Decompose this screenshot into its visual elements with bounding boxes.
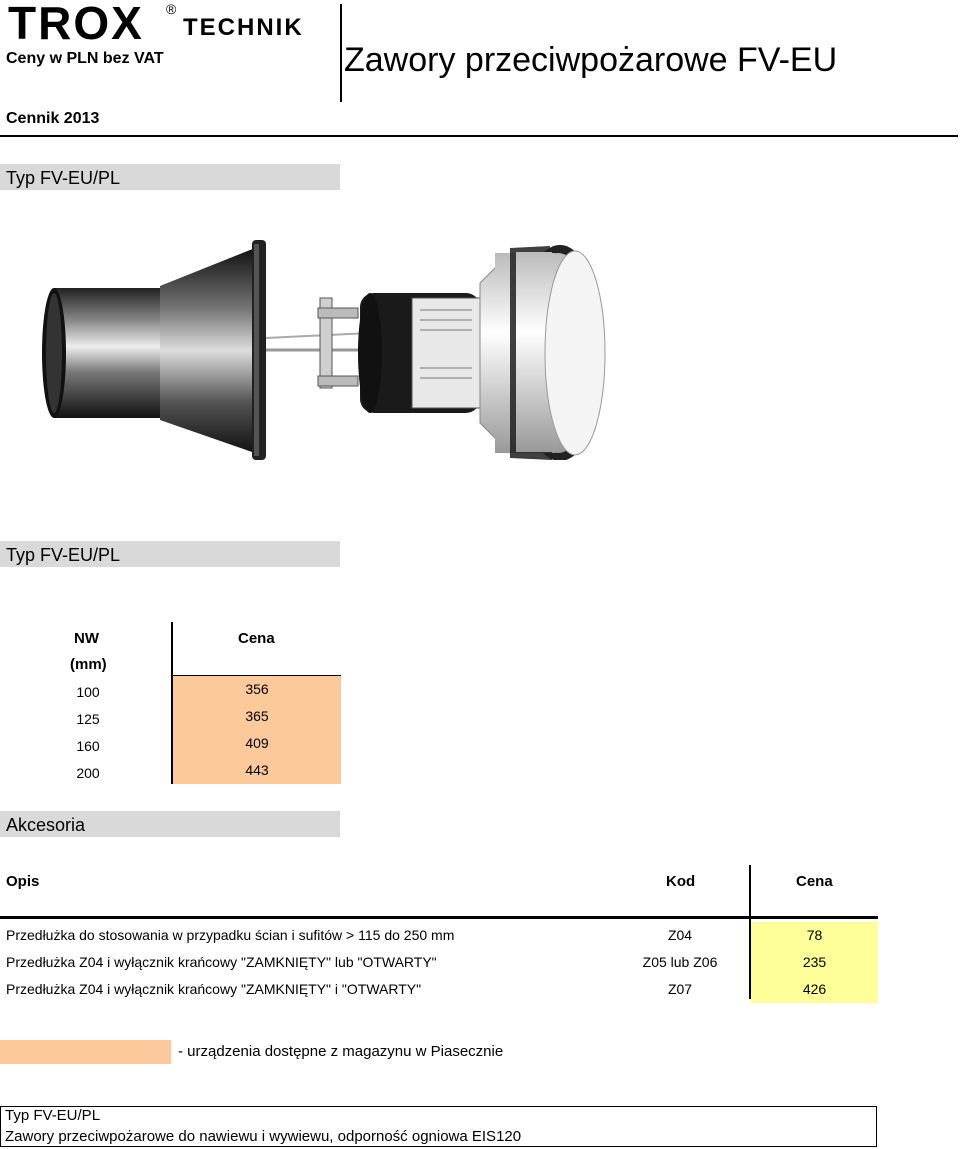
section-type-heading: Typ FV-EU/PL	[0, 164, 340, 190]
acc-desc-cell: Przedłużka Z04 i wyłącznik krańcowy "ZAMKNIĘTY" i "OTWARTY"	[6, 981, 422, 997]
price-note: Ceny w PLN bez VAT	[6, 50, 164, 67]
price-cell: 443	[173, 757, 341, 784]
footer-description: Zawory przeciwpożarowe do nawiewu i wywiewu, odporność ogniowa EIS120	[5, 1128, 522, 1145]
section-type-heading-2: Typ FV-EU/PL	[0, 541, 340, 567]
acc-code-cell: Z07	[667, 981, 693, 997]
product-photo	[40, 238, 610, 460]
acc-code-cell: Z04	[667, 927, 693, 943]
col-acc-price-header: Cena	[796, 873, 833, 890]
legend-text: - urządzenia dostępne z magazynu w Piasecznie	[178, 1043, 504, 1060]
pricelist-label: Cennik 2013	[6, 110, 100, 127]
legend-swatch	[0, 1040, 171, 1064]
col-desc-header: Opis	[6, 873, 40, 890]
nw-cell: 125	[76, 711, 100, 727]
col-code-header: Kod	[666, 873, 696, 890]
header-rule	[0, 135, 958, 137]
nw-cell: 100	[76, 684, 100, 700]
price-cell: 356	[173, 676, 341, 703]
acc-price-cell: 235	[751, 949, 878, 976]
page-title: Zawory przeciwpożarowe FV-EU	[344, 41, 838, 79]
trox-logo: TROX	[8, 0, 144, 49]
technik-logo: TECHNIK	[183, 14, 304, 41]
price-cell: 409	[173, 730, 341, 757]
acc-desc-cell: Przedłużka do stosowania w przypadku ścian i sufitów > 115 do 250 mm	[6, 927, 455, 943]
col-nw-unit: (mm)	[70, 656, 107, 673]
nw-cell: 160	[76, 738, 100, 754]
acc-price-cell: 426	[751, 976, 878, 1003]
registered-mark: ®	[166, 1, 177, 17]
col-price-header: Cena	[238, 630, 275, 647]
section-accessories-heading: Akcesoria	[0, 811, 340, 837]
col-nw-header: NW	[74, 630, 99, 647]
acc-table-rule	[0, 916, 878, 919]
acc-price-cell: 78	[751, 922, 878, 949]
footer-type: Typ FV-EU/PL	[5, 1107, 101, 1124]
acc-desc-cell: Przedłużka Z04 i wyłącznik krańcowy "ZAMKNIĘTY" lub "OTWARTY"	[6, 954, 437, 970]
header-divider	[340, 4, 342, 102]
nw-cell: 200	[76, 765, 100, 781]
acc-code-cell: Z05 lub Z06	[642, 954, 718, 970]
price-cell: 365	[173, 703, 341, 730]
